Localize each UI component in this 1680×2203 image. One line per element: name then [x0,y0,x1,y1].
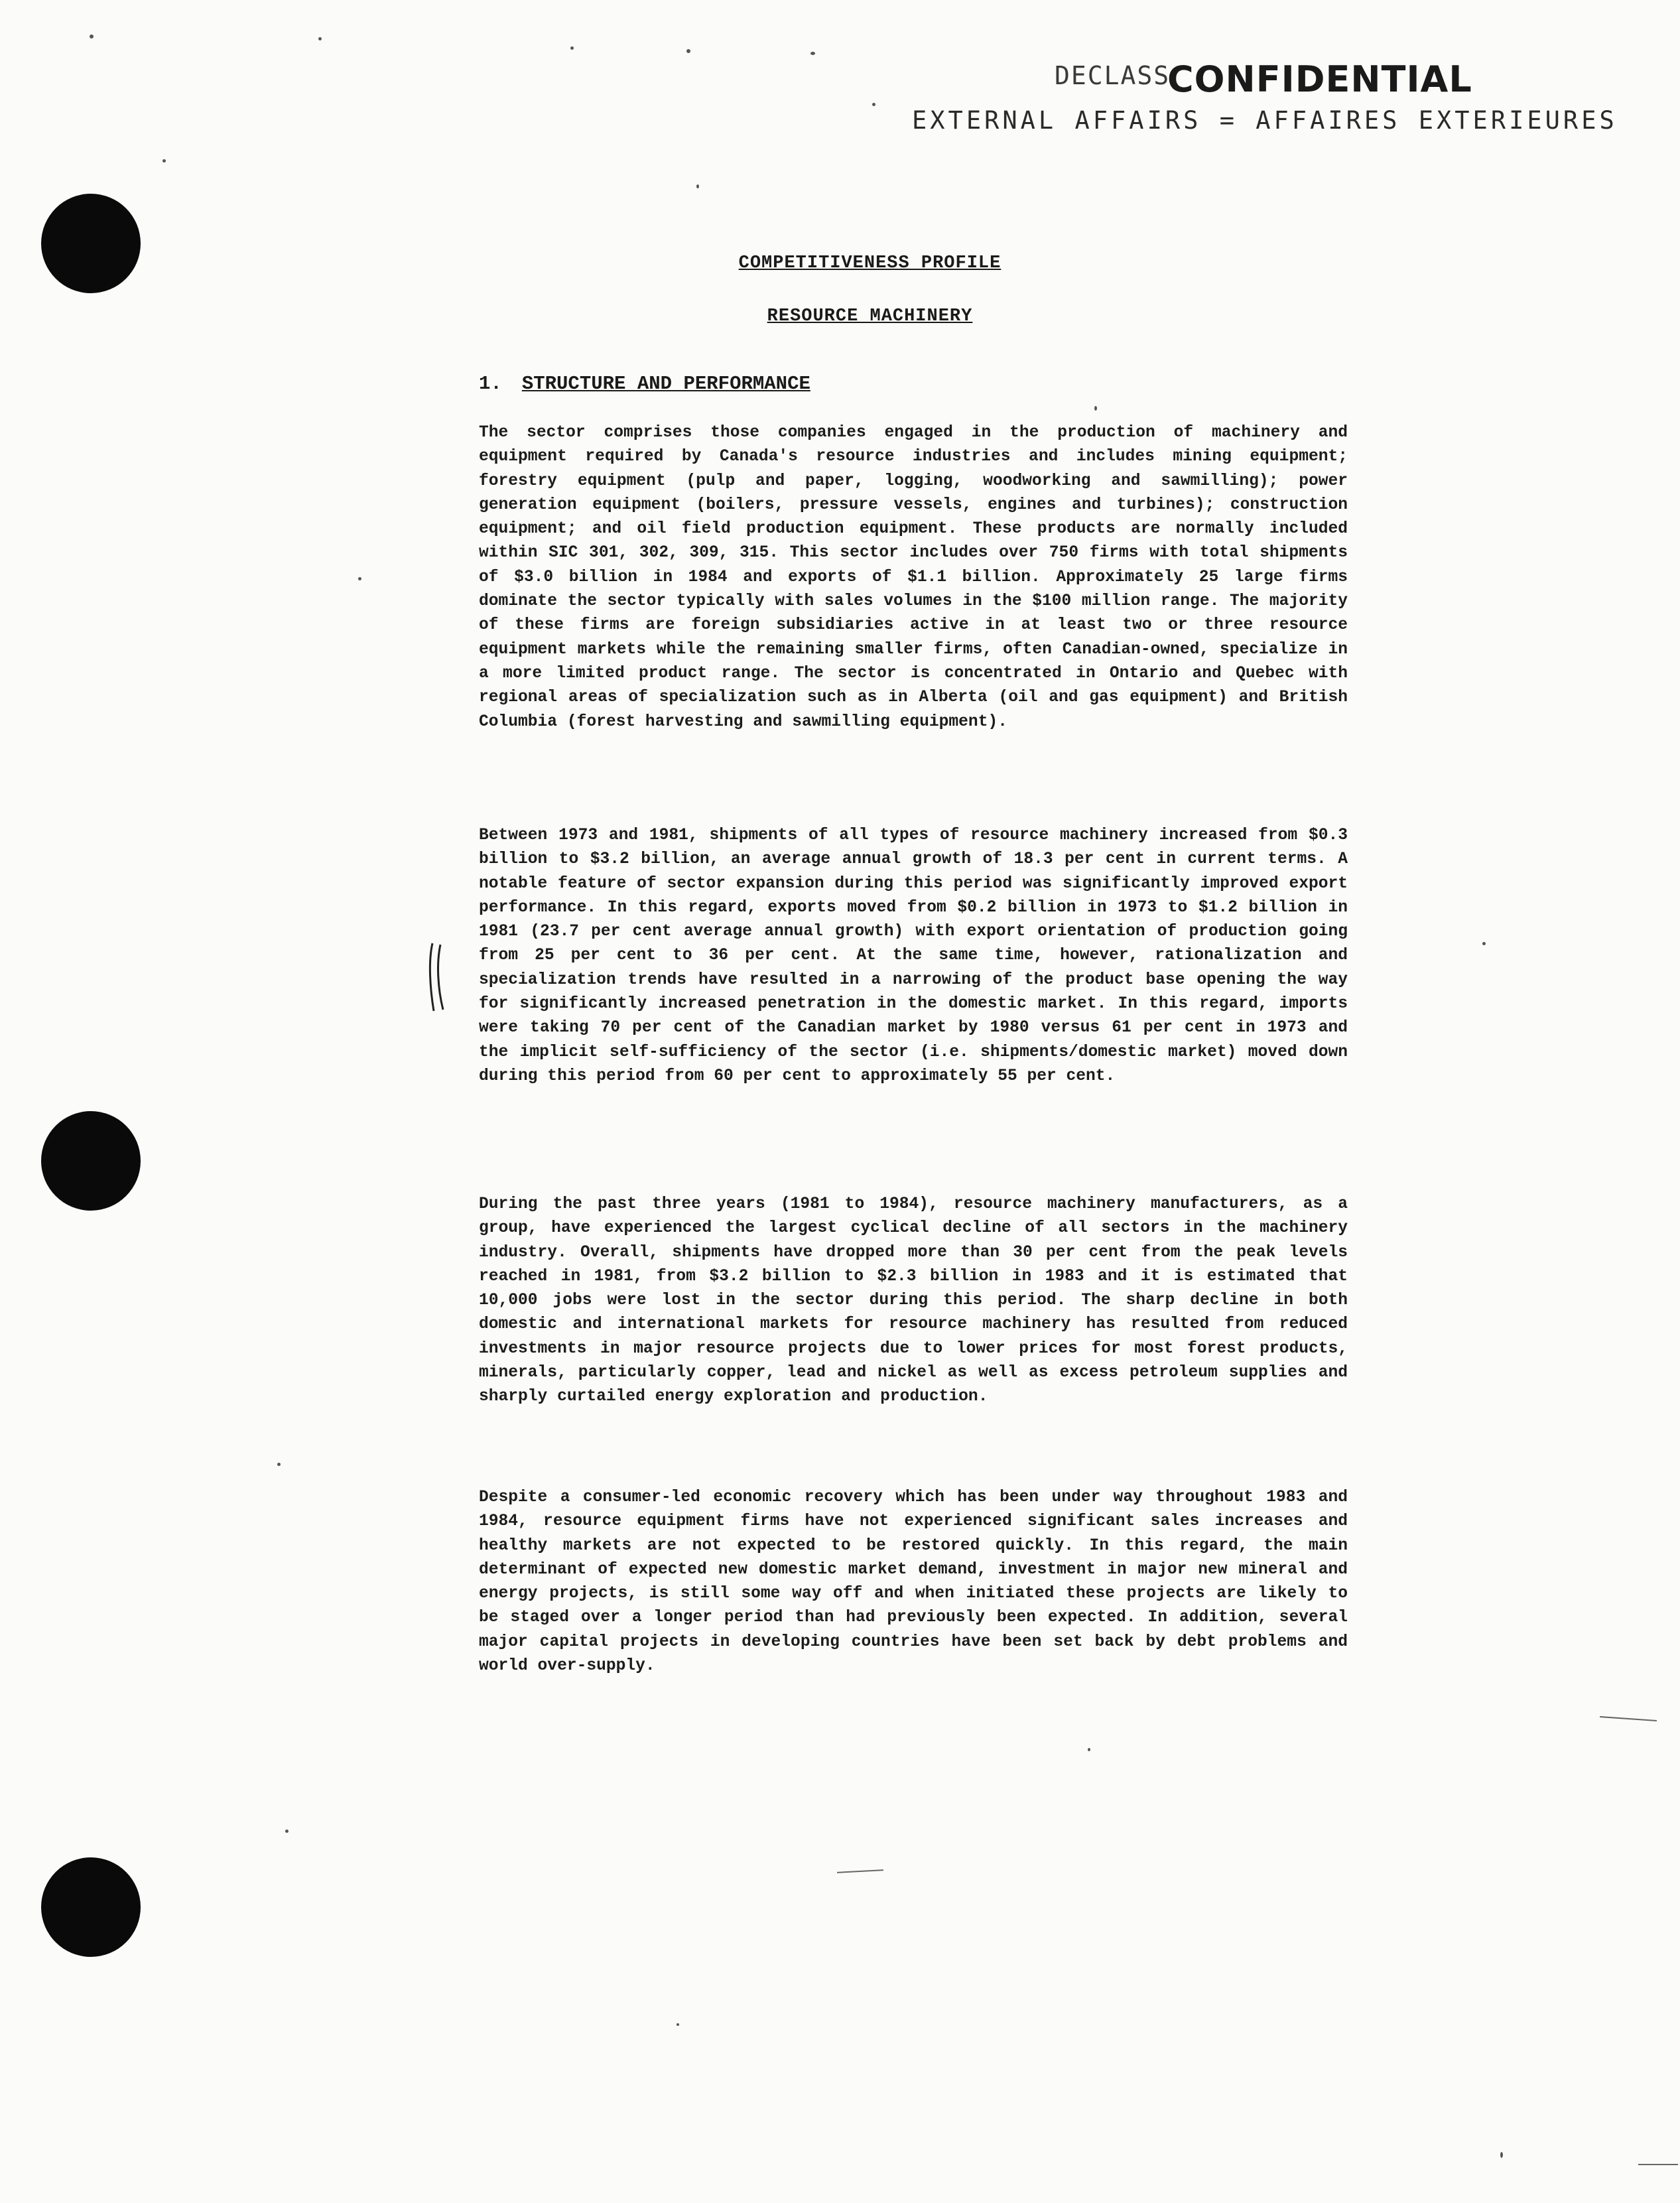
confidential-stamp: CONFIDENTIAL [1167,58,1472,100]
scan-speck [1088,1748,1090,1751]
scan-speck [677,2023,679,2026]
paragraph-sector-overview: The sector comprises those companies engaged in the production of machinery and equipment required by Canada's resource industries and includes mining equipment; forestry equipment (pulp and paper, logging, woodworking and sawmilling); power generation equipment (boilers, pressure vessels, engines and turbines); construction equipment; and oil field production equipment. These products are normally included within SIC 301, 302, 309, 315. This sector includes over 750 firms with total shipments of $3.0 billion in 1984 and exports of $1.1 billion. Approximately 25 large firms dominate the sector typically with sales volumes in the $100 million range. The majority of these firms are foreign subsidiaries active in at least two or three resource equipment markets while the remaining smaller firms, often Canadian-owned, specialize in a more limited product range. The sector is concentrated in Ontario and Quebec with regional areas of specialization such as in Alberta (oil and gas equipment) and British Columbia (forest harvesting and sawmilling equipment). [479,424,1348,731]
document-subtitle: RESOURCE MACHINERY [767,306,973,326]
scan-speck [570,46,574,50]
section-number: 1. [479,373,502,395]
section-heading-text: STRUCTURE AND PERFORMANCE [521,373,810,395]
scan-speck [686,49,690,53]
scan-speck [318,37,322,40]
margin-bracket-mark [424,941,451,1014]
scan-speck [1094,406,1097,411]
section-heading [479,373,810,395]
scan-speck [1482,942,1486,945]
document-title: COMPETITIVENESS PROFILE [738,253,1002,273]
scan-speck [90,34,94,38]
scan-speck [1500,2152,1503,2158]
declassified-stamp: DECLASS [1055,61,1171,90]
paragraph-1981-1984-decline: During the past three years (1981 to 1984), resource machinery manufacturers, as a group, have experienced the largest cyclical decline of all sectors in the machinery industry. Overall, shipments have dropped more than 30 per cent from the peak levels reached in 1981, from $3.2 billion to $2.3 billion in 1983 and it is estimated that 10,000 jobs were lost in the sector during this period. The sharp decline in both domestic and international markets for resource machinery has resulted from reduced investments in major resource projects due to lower prices for most forest products, minerals, particularly copper, lead and nickel as well as excess petroleum supplies and sharply curtailed energy exploration and production. [479,1195,1348,1406]
scan-speck [277,1463,281,1466]
scan-speck [696,184,699,188]
scan-scratch [837,1869,883,1873]
punch-hole-top [41,194,141,293]
scan-speck [810,52,815,55]
punch-hole-bottom [41,1857,141,1957]
department-stamp: EXTERNAL AFFAIRS = AFFAIRES EXTERIEURES [912,106,1618,135]
scan-speck [285,1830,289,1833]
paragraph-1973-1981-growth: Between 1973 and 1981, shipments of all types of resource machinery increased from $0.3 billion to $3.2 billion, an average annual growth of 18.3 per cent in current terms. A notable feature of sector expansion during this period was significantly improved export performance. In this regard, exports moved from $0.2 billion in 1973 to $1.2 billion in 1981 (23.7 per cent average annual growth) with export orientation of production going from 25 per cent to 36 per cent. At the same time, however, rationalization and specialization trends have resulted in a narrowing of the product base opening the way for significantly increased penetration in the domestic market. In this regard, imports were taking 70 per cent of the Canadian market by 1980 versus 61 per cent in 1973 and the implicit self-sufficiency of the sector (i.e. shipments/domestic market) moved down during this period from 60 per cent to approximately 55 per cent. [479,827,1348,1085]
punch-hole-middle [41,1111,141,1211]
scan-speck [358,577,361,580]
scan-scratch [1600,1716,1657,1721]
paragraph-recovery-outlook: Despite a consumer-led economic recovery which has been under way throughout 1983 and 1984, resource equipment firms have not experienced significant sales increases and healthy markets are not expected to be restored quickly. In this regard, the main determinant of expected new domestic market demand, investment in major new mineral and energy projects, is still some way off and when initiated these projects are likely to be staged over a longer period than had previously been expected. In addition, several major capital projects in developing countries have been set back by debt problems and world over-supply. [479,1489,1348,1676]
scan-speck [162,159,166,163]
scan-speck [872,103,875,106]
scan-scratch [1638,2164,1678,2165]
